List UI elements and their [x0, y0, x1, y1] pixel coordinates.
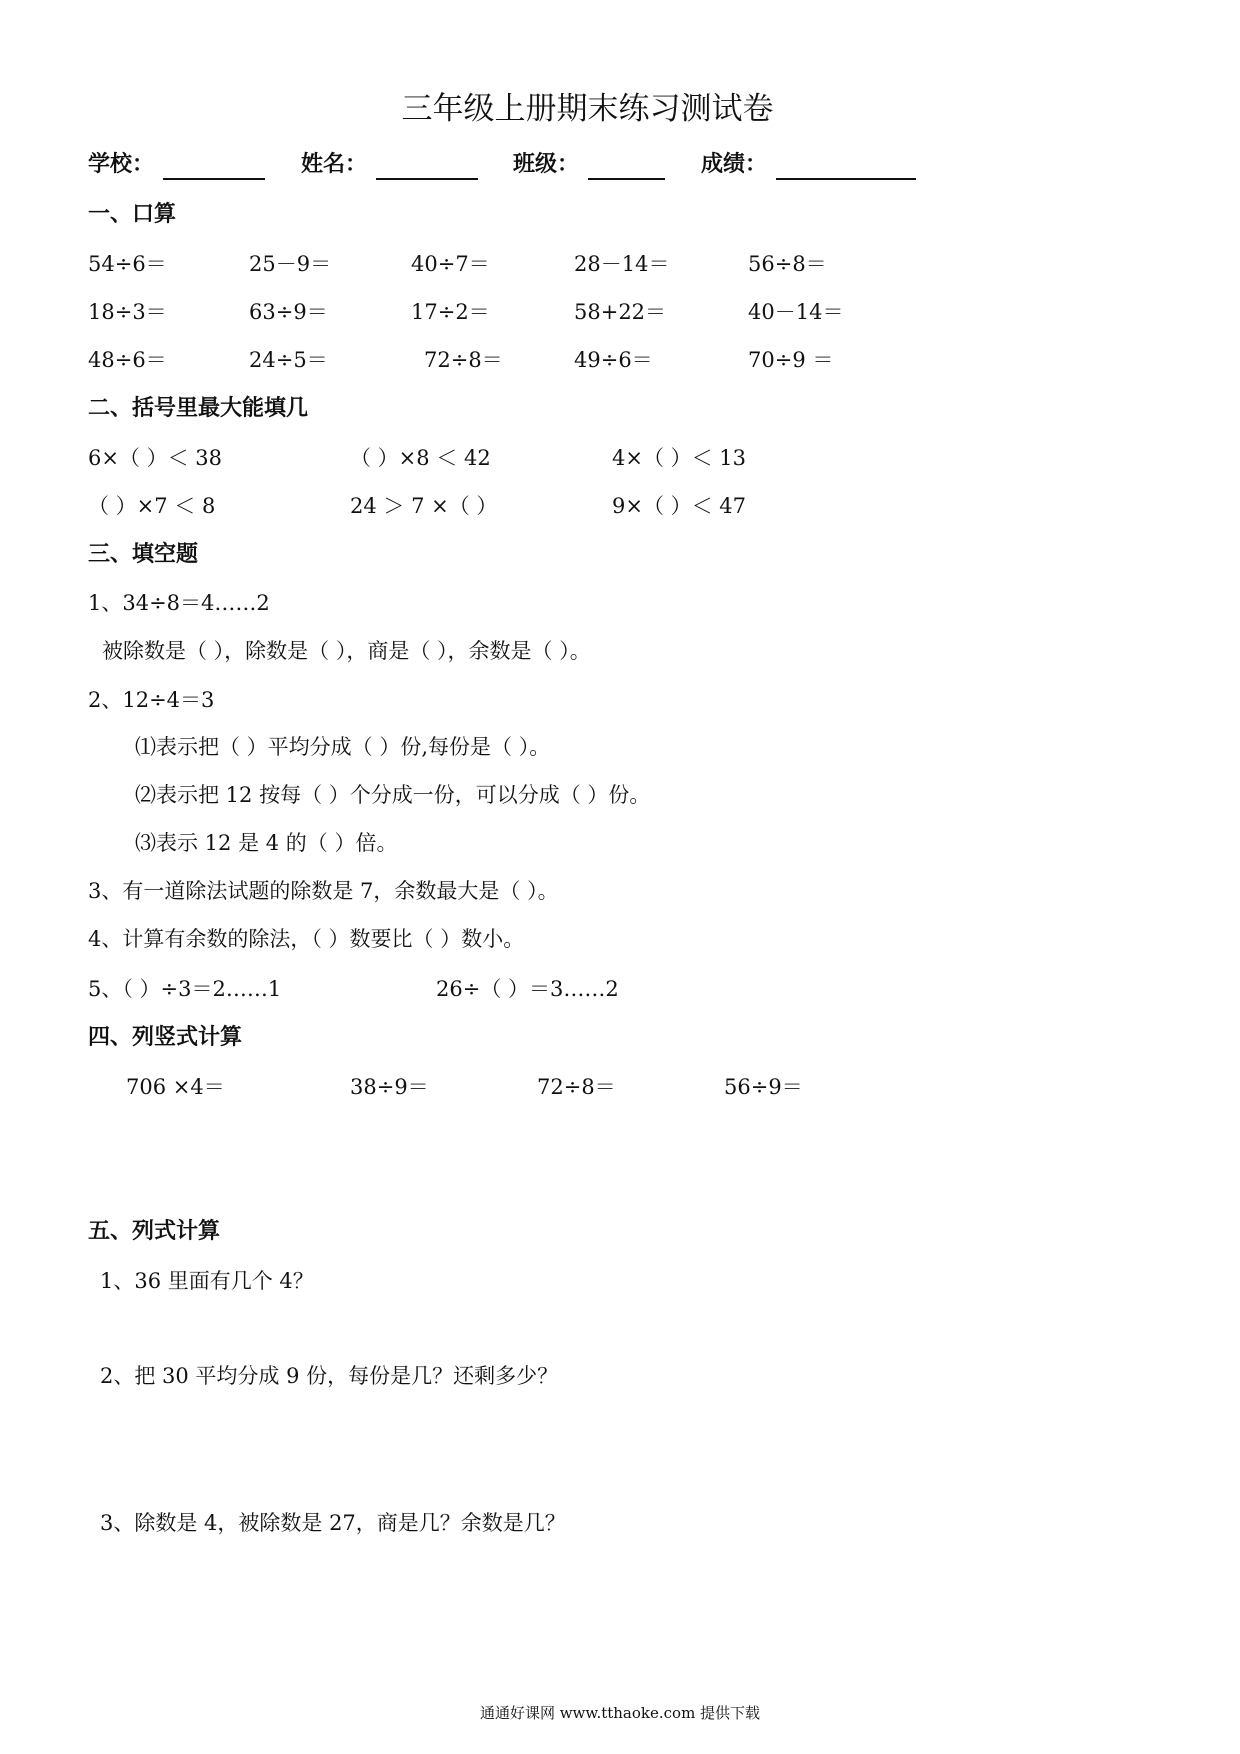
- word-problem: 2、把 30 平均分成 9 份，每份是几？还剩多少？: [100, 1364, 559, 1388]
- page-title: 三年级上册期末练习测试卷: [401, 91, 774, 127]
- oral-item: 40－14＝: [748, 300, 844, 324]
- name-blank[interactable]: [376, 178, 478, 180]
- fill-subquestion: ⑴表示把（ ）平均分成（ ）份,每份是（ ）。: [135, 735, 551, 759]
- vertical-calc-item: 38÷9＝: [350, 1075, 429, 1099]
- bracket-item: 4×（ ）＜ 13: [612, 446, 747, 470]
- oral-item: 48÷6＝: [88, 348, 167, 372]
- school-label: 学校：: [88, 152, 155, 177]
- vertical-calc-item: 706 ×4＝: [126, 1075, 225, 1099]
- oral-item: 54÷6＝: [88, 252, 167, 276]
- bracket-item: （ ）×8 ＜ 42: [350, 446, 491, 470]
- word-problem: 3、除数是 4，被除数是 27，商是几？余数是几？: [100, 1511, 566, 1535]
- fill-question: 5、（ ）÷3＝2……1: [88, 977, 282, 1001]
- word-problem: 1、36 里面有几个 4？: [100, 1269, 314, 1293]
- section-4-heading: 四、列竖式计算: [88, 1025, 243, 1050]
- oral-item: 63÷9＝: [249, 300, 328, 324]
- bracket-item: 9×（ ）＜ 47: [612, 494, 747, 518]
- oral-item: 72÷8＝: [424, 348, 503, 372]
- oral-item: 24÷5＝: [249, 348, 328, 372]
- oral-item: 40÷7＝: [411, 252, 490, 276]
- section-5-heading: 五、列式计算: [88, 1219, 221, 1244]
- oral-item: 49÷6＝: [574, 348, 653, 372]
- vertical-calc-item: 72÷8＝: [537, 1075, 616, 1099]
- oral-item: 70÷9 ＝: [748, 348, 834, 372]
- oral-item: 17÷2＝: [411, 300, 490, 324]
- bracket-item: 6×（ ）＜ 38: [88, 446, 223, 470]
- fill-question: 26÷（ ）＝3……2: [436, 977, 619, 1001]
- oral-item: 28－14＝: [574, 252, 670, 276]
- bracket-item: （ ）×7 ＜ 8: [88, 494, 216, 518]
- fill-subquestion: ⑵表示把 12 按每（ ）个分成一份，可以分成（ ）份。: [135, 783, 651, 807]
- fill-question: 1、34÷8＝4……2: [88, 591, 270, 615]
- oral-item: 58+22＝: [574, 300, 667, 324]
- oral-item: 18÷3＝: [88, 300, 167, 324]
- section-1-heading: 一、口算: [88, 202, 177, 227]
- oral-item: 25－9＝: [249, 252, 332, 276]
- name-label: 姓名：: [301, 152, 368, 177]
- score-label: 成绩：: [701, 152, 768, 177]
- fill-question: 4、计算有余数的除法，（ ）数要比（ ）数小。: [88, 927, 525, 951]
- fill-subquestion: ⑶表示 12 是 4 的（ ）倍。: [135, 831, 398, 855]
- vertical-calc-item: 56÷9＝: [724, 1075, 803, 1099]
- class-label: 班级：: [513, 152, 580, 177]
- bracket-item: 24 ＞ 7 ×（ ）: [350, 494, 498, 518]
- section-2-heading: 二、括号里最大能填几: [88, 396, 309, 421]
- footer-credit: 通通好课网 www.tthaoke.com 提供下载: [479, 1704, 761, 1722]
- oral-item: 56÷8＝: [748, 252, 827, 276]
- fill-question: 2、12÷4＝3: [88, 688, 215, 712]
- score-blank[interactable]: [776, 178, 916, 180]
- school-blank[interactable]: [163, 178, 265, 180]
- fill-question-detail: 被除数是（ ），除数是（ ），商是（ ），余数是（ ）。: [102, 639, 591, 663]
- fill-question: 3、有一道除法试题的除数是 7，余数最大是（ ）。: [88, 879, 559, 903]
- class-blank[interactable]: [588, 178, 665, 180]
- section-3-heading: 三、填空题: [88, 542, 199, 567]
